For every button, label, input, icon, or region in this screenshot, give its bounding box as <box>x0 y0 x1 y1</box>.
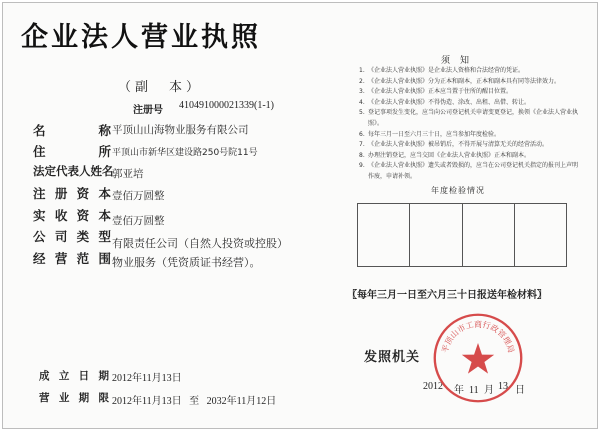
field-label-legal-rep: 法定代表人姓名 <box>33 164 114 178</box>
field-label-paid-capital: 实 收 资 本 <box>33 208 111 223</box>
annual-report-note: 〖每年三月一日至六月三十日报送年检材料〗 <box>347 290 547 301</box>
field-label-address: 住 所 <box>33 144 111 159</box>
inspection-cell <box>410 204 462 266</box>
inspection-cell <box>463 204 515 266</box>
seal-text: 平顶山市工商行政管理局 <box>440 319 516 354</box>
notice-item: 1. 《企业法人营业执照》是企业法人资格和合法经营的凭证。 <box>359 67 525 74</box>
notice-list <box>359 66 579 183</box>
notice-item: 8. 办理注销登记，应当交回《企业法人营业执照》正本和副本。 <box>359 151 531 159</box>
notice-title: 须知 <box>441 56 480 66</box>
official-seal <box>431 311 525 405</box>
registration-number: 410491000021339(1-1) <box>179 100 274 111</box>
notice-item: 2. 《企业法人营业执照》分为正本和副本，正本和副本具有同等法律效力。 <box>359 77 561 85</box>
field-value-legal-rep: 郭亚培 <box>112 168 144 180</box>
issue-day: 13 <box>498 381 508 392</box>
annual-inspection-grid <box>357 203 567 267</box>
date-value-established: 2012年11月13日 <box>112 373 182 384</box>
registration-number-label: 注册号 <box>133 105 163 116</box>
field-value-paid-capital: 壹佰万圆整 <box>112 215 165 227</box>
field-label-name: 名 称 <box>33 123 111 138</box>
document-title: 企业法人营业执照 <box>21 22 261 53</box>
field-label-business-scope: 经 营 范 围 <box>33 251 111 266</box>
notice-item: 5. 登记事项发生变化，应当向公司登记机关申请变更登记，换领《企业法人营业执照》。 <box>359 109 579 127</box>
notice-item: 7. 《企业法人营业执照》被吊销后，不得开展与清算无关的经营活动。 <box>359 141 549 149</box>
notice-item: 4. 《企业法人营业执照》不得伪造、涂改、出租、出借、转让。 <box>359 98 531 106</box>
field-value-address: 平顶山市新华区建设路250号院11号 <box>112 148 258 158</box>
inspection-cell <box>515 204 566 266</box>
field-value-registered-capital: 壹佰万圆整 <box>112 190 165 202</box>
notice-item: 3. 《企业法人营业执照》正本应当置于住所的醒目位置。 <box>359 88 513 96</box>
notice-item: 9. 《企业法人营业执照》遗失或者毁损的，应当在公司登记机关指定的报刊上声明作废，申请补领。 <box>359 162 579 180</box>
field-value-name: 平顶山山海物业服务有限公司 <box>112 124 249 136</box>
issue-year: 2012 <box>423 381 443 392</box>
notice-item: 6. 每年三月一日至六月三十日，应当参加年度检验。 <box>359 130 501 138</box>
annual-inspection-title: 年度检验情况 <box>431 186 485 195</box>
date-label-established: 成 立 日 期 <box>39 370 109 382</box>
field-label-registered-capital: 注 册 资 本 <box>33 186 111 201</box>
issue-day-suffix: 日 <box>515 385 525 396</box>
field-label-company-type: 公 司 类 型 <box>33 229 111 244</box>
issue-month: 11 <box>469 385 479 396</box>
license-document <box>2 2 598 429</box>
field-value-business-scope: 物业服务（凭资质证书经营）。 <box>112 256 261 269</box>
star-icon <box>462 343 494 374</box>
issue-month-suffix: 月 <box>484 385 494 396</box>
issue-year-suffix: 年 <box>454 385 464 396</box>
inspection-cell <box>358 204 410 266</box>
date-label-business-term: 营 业 期 限 <box>39 392 109 404</box>
copy-label: （副 本） <box>118 80 204 95</box>
field-value-company-type: 有限责任公司（自然人投资或控股） <box>112 237 288 250</box>
date-value-business-term: 2012年11月13日 至 2032年11月12日 <box>112 396 277 407</box>
issuing-authority-label: 发照机关 <box>364 350 421 365</box>
